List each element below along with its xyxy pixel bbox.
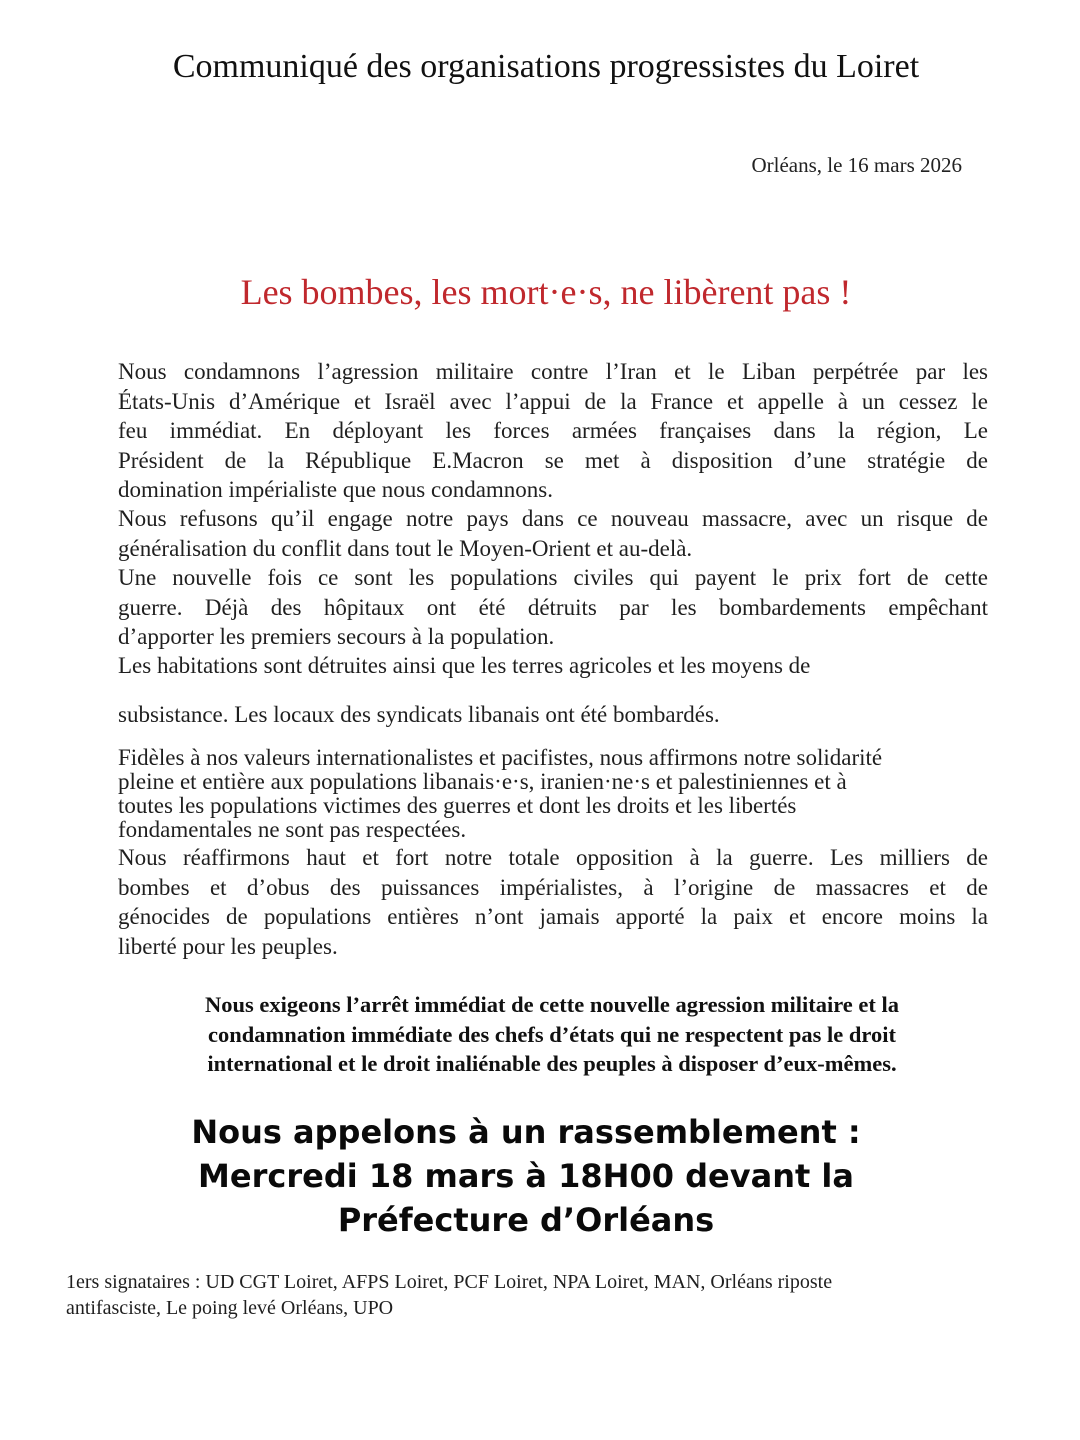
paragraph-opposition	[118, 843, 988, 961]
text-line: États-Unis d’Amérique et Israël avec l’appui de la France et appelle à un cessez le	[118, 388, 988, 414]
signatories-line: 1ers signataires : UD CGT Loiret, AFPS Loiret, PCF Loiret, NPA Loiret, MAN, Orléans riposte	[66, 1271, 833, 1293]
text-line: liberté pour les peuples.	[118, 933, 338, 959]
demand-line: Nous exigeons l’arrêt immédiat de cette nouvelle agression militaire et la	[204, 992, 900, 1017]
paragraph-refusal	[118, 504, 988, 563]
text-line: domination impérialiste que nous condamnons.	[118, 477, 554, 502]
demand-line: international et le droit inaliénable des peuples à disposer d’eux-mêmes.	[207, 1051, 897, 1076]
signatories-line: antifasciste, Le poing levé Orléans, UPO	[66, 1297, 394, 1319]
headline: Les bombes, les mort·e·s, ne libèrent pas !	[240, 272, 852, 312]
paragraph-civilians	[118, 563, 988, 652]
call-to-action	[0, 1110, 1052, 1242]
text-line: Fidèles à nos valeurs internationalistes et pacifistes, nous affirmons notre solidarité	[118, 745, 883, 770]
text-line: guerre. Déjà des hôpitaux ont été détruits par les bombardements empêchant	[118, 594, 988, 620]
text-line: Nous refusons qu’il engage notre pays dans ce nouveau massacre, avec un risque de	[118, 506, 988, 531]
text-line: fondamentales ne sont pas respectées.	[118, 817, 467, 842]
text-line: bombes et d’obus des puissances impérialistes, à l’origine de massacres et de	[118, 874, 988, 900]
text-line: subsistance. Les locaux des syndicats libanais ont été bombardés.	[118, 702, 720, 727]
call-line: Nous appelons à un rassemblement :	[191, 1113, 861, 1151]
text-line: Une nouvelle fois ce sont les populations civiles qui payent le prix fort de cette	[118, 565, 988, 590]
text-line: Nous condamnons l’agression militaire contre l’Iran et le Liban perpétrée par les	[118, 359, 988, 384]
date-line: Orléans, le 16 mars 2026	[751, 153, 962, 177]
text-line: pleine et entière aux populations libanais·e·s, iranien·ne·s et palestiniennes et à	[118, 769, 847, 794]
call-line: Préfecture d’Orléans	[337, 1201, 715, 1239]
text-line: génocides de populations entières n’ont jamais apporté la paix et encore moins la	[118, 904, 988, 929]
text-line: Nous réaffirmons haut et fort notre totale opposition à la guerre. Les milliers de	[118, 845, 988, 870]
paragraph-destruction-line-2	[118, 700, 988, 730]
demand-line: condamnation immédiate des chefs d’états qui ne respectent pas le droit	[208, 1021, 896, 1047]
text-line: généralisation du conflit dans tout le Moyen-Orient et au-delà.	[118, 535, 693, 561]
signatories	[66, 1269, 966, 1321]
text-line: Les habitations sont détruites ainsi que les terres agricoles et les moyens de	[118, 653, 811, 678]
text-line: Président de la République E.Macron se met à disposition d’une stratégie de	[118, 447, 988, 473]
demand-statement	[0, 990, 1080, 1079]
call-line: Mercredi 18 mars à 18H00 devant la	[198, 1157, 854, 1195]
paragraph-destruction-line-1	[118, 651, 988, 681]
text-line: d’apporter les premiers secours à la population.	[118, 624, 555, 649]
document-title: Communiqué des organisations progressistes du Loiret	[172, 48, 920, 85]
paragraph-solidarity	[118, 746, 988, 842]
text-line: toutes les populations victimes des guerres et dont les droits et les libertés	[118, 793, 797, 818]
text-line: feu immédiat. En déployant les forces armées françaises dans la région, Le	[118, 418, 988, 443]
paragraph-condemnation	[118, 357, 988, 505]
